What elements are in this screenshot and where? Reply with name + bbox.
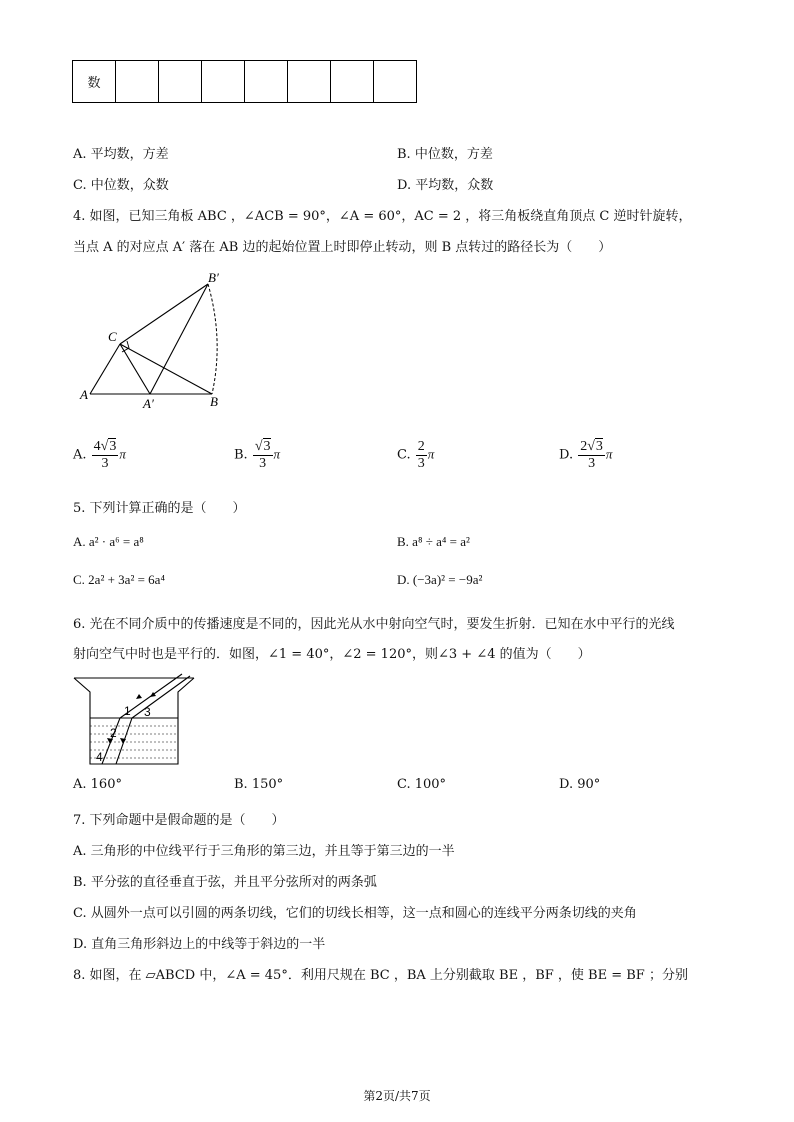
- arrow-icon: [120, 738, 126, 744]
- light-ray-1: [102, 674, 182, 764]
- q7-option-d: D. 直角三角形斜边上的中线等于斜边的一半: [73, 937, 326, 952]
- q4-stem-line-2: 当点 A 的对应点 A′ 落在 AB 边的起始位置上时即停止转动，则 B 点转过的路径长为（ ）: [73, 240, 612, 255]
- option-letter: A.: [73, 447, 87, 463]
- q5-option-b: B. a⁸ ÷ a⁴ = a²: [397, 534, 470, 549]
- q7-option-b: B. 平分弦的直径垂直于弦，并且平分弦所对的两条弧: [73, 875, 377, 890]
- table-cell: [116, 61, 159, 103]
- q7-option-a: A. 三角形的中位线平行于三角形的第三边，并且等于第三边的一半: [73, 844, 455, 859]
- table-cell-label: 数: [73, 61, 116, 103]
- angle-label-4: 4: [96, 750, 103, 764]
- q6-option-b: B. 150°: [234, 777, 284, 792]
- q3-option-a: A. 平均数，方差: [73, 147, 169, 162]
- rotation-arc: [208, 284, 217, 394]
- table-cell: [159, 61, 202, 103]
- fraction: $\frac{2√3}{3}$: [580, 439, 603, 471]
- segment-cb: [120, 344, 212, 394]
- arrow-icon: [136, 694, 142, 699]
- q6-refraction-figure: [72, 668, 197, 768]
- label-b: B: [210, 394, 218, 409]
- segment-ca-prime: [120, 344, 150, 394]
- q4-option-a: A. $\frac{4√3}{3}$ π: [73, 439, 126, 471]
- light-ray-2: [116, 676, 190, 764]
- q6-option-d: D. 90°: [559, 777, 601, 792]
- q4-stem-line-1: 4. 如图，已知三角板 ABC ，∠ACB = 90°，∠A = 60°，AC = 2 ，将三角板绕直角顶点 C 逆时针旋转，: [73, 209, 692, 224]
- q6-stem-line-1: 6. 光在不同介质中的传播速度是不同的，因此光从水中射向空气时，要发生折射．已知在水中平行的光线: [73, 617, 675, 632]
- label-c: C: [108, 329, 117, 344]
- q5-option-d: D. (−3a)² = −9a²: [397, 572, 483, 587]
- q5-stem: 5. 下列计算正确的是（ ）: [73, 501, 246, 516]
- option-letter: C.: [397, 447, 411, 463]
- label-a: A: [80, 387, 88, 402]
- fraction: $\frac{2}{3}$: [417, 439, 425, 471]
- q5-option-a: A. a² · a⁶ = a⁸: [73, 534, 144, 549]
- q4-triangle-rotation-figure: [72, 268, 242, 413]
- segment-a-prime-b-prime: [150, 284, 208, 394]
- fraction: $\frac{√3}{3}$: [254, 439, 271, 471]
- table-cell: [245, 61, 288, 103]
- q7-option-c: C. 从圆外一点可以引圆的两条切线，它们的切线长相等，这一点和圆心的连线平分两条切线的夹角: [73, 906, 637, 921]
- angle-label-1: 1: [124, 704, 131, 718]
- option-letter: D.: [559, 447, 574, 463]
- label-a-prime: A′: [143, 396, 154, 411]
- angle-label-2: 2: [110, 726, 117, 740]
- q3-option-c: C. 中位数，众数: [73, 178, 169, 193]
- fraction: $\frac{4√3}{3}$: [93, 439, 117, 471]
- page-footer: 第2页/共7页: [363, 1089, 431, 1103]
- label-b-prime: B′: [208, 270, 219, 285]
- table-cell: [331, 61, 374, 103]
- segment-ac: [90, 344, 120, 394]
- q3-option-d: D. 平均数，众数: [397, 178, 494, 193]
- water-tank: [74, 678, 194, 764]
- segment-cb-prime: [120, 284, 208, 344]
- q6-stem-line-2: 射向空气中时也是平行的．如图，∠1 = 40°，∠2 = 120°，则∠3 + ∠4 的值为（ ）: [73, 647, 591, 662]
- q4-option-c: C. $\frac{2}{3}$ π: [397, 439, 435, 471]
- data-table: [72, 60, 417, 103]
- q5-option-c: C. 2a² + 3a² = 6a⁴: [73, 572, 165, 587]
- q4-option-b: B. $\frac{√3}{3}$ π: [234, 439, 281, 471]
- table-cell: [374, 61, 417, 103]
- q4-option-d: D. $\frac{2√3}{3}$ π: [559, 439, 613, 471]
- table-cell: [202, 61, 245, 103]
- q7-stem: 7. 下列命题中是假命题的是（ ）: [73, 813, 285, 828]
- table-row: [73, 61, 417, 103]
- q6-option-a: A. 160°: [73, 777, 122, 792]
- q6-option-c: C. 100°: [397, 777, 447, 792]
- q8-stem-line-1: 8. 如图，在 ▱ABCD 中，∠A = 45°．利用尺规在 BC ，BA 上分别截取 BE ，BF ，使 BE = BF ；分别: [73, 968, 688, 983]
- angle-label-3: 3: [144, 705, 151, 719]
- table-cell: [288, 61, 331, 103]
- option-letter: B.: [234, 447, 248, 463]
- q3-option-b: B. 中位数，方差: [397, 147, 493, 162]
